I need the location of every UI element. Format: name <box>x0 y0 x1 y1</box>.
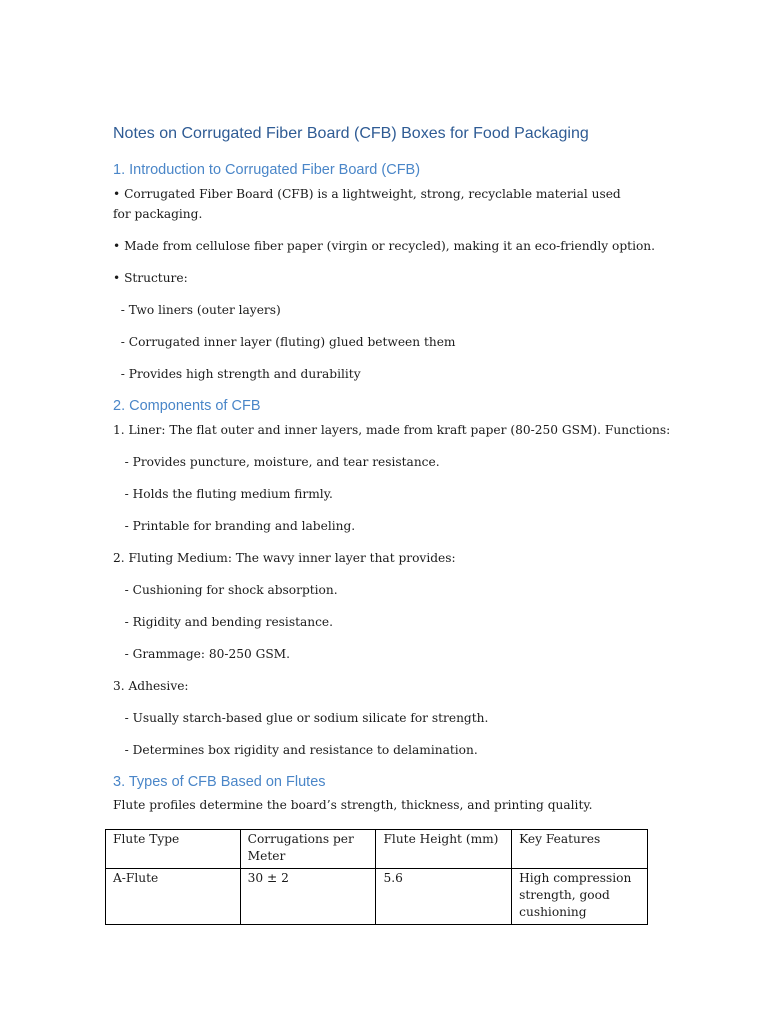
intro-bullet-material: • Made from cellulose fiber paper (virgin or recycled), making it an eco-friendly option. <box>113 239 656 253</box>
component-fluting-medium: 2. Fluting Medium: The wavy inner layer that provides: <box>113 551 456 565</box>
table-cell: 30 ± 2 <box>240 869 376 925</box>
structure-item-strength: - Provides high strength and durability <box>113 367 361 381</box>
intro-bullet-definition: • Corrugated Fiber Board (CFB) is a lightweight, strong, recyclable material used for packaging. <box>113 187 621 221</box>
table-header-cell: Key Features <box>512 830 648 869</box>
table-header-cell: Flute Height (mm) <box>376 830 512 869</box>
component-adhesive: 3. Adhesive: <box>113 679 189 693</box>
table-cell: 5.6 <box>376 869 512 925</box>
fluting-grammage: - Grammage: 80-250 GSM. <box>113 647 291 661</box>
adhesive-glue-type: - Usually starch-based glue or sodium silicate for strength. <box>113 711 489 725</box>
table-header-cell: Flute Type <box>106 830 241 869</box>
adhesive-rigidity: - Determines box rigidity and resistance to delamination. <box>113 743 478 757</box>
structure-item-liners: - Two liners (outer layers) <box>113 303 281 317</box>
table-header-cell: Corrugations per Meter <box>240 830 376 869</box>
liner-function-printable: - Printable for branding and labeling. <box>113 519 356 533</box>
structure-item-fluting: - Corrugated inner layer (fluting) glued between them <box>113 335 456 349</box>
section-heading-components: 2. Components of CFB <box>113 398 261 414</box>
table-row <box>106 869 648 925</box>
section-heading-introduction: 1. Introduction to Corrugated Fiber Board (CFB) <box>113 162 421 178</box>
intro-bullet-structure: • Structure: <box>113 271 188 285</box>
liner-function-holds: - Holds the fluting medium firmly. <box>113 487 333 501</box>
fluting-rigidity: - Rigidity and bending resistance. <box>113 615 333 629</box>
liner-function-resistance: - Provides puncture, moisture, and tear resistance. <box>113 455 440 469</box>
table-cell: High compression strength, good cushioning <box>512 869 648 925</box>
component-liner: 1. Liner: The flat outer and inner layers, made from kraft paper (80-250 GSM). Functions: <box>113 423 671 437</box>
fluting-cushioning: - Cushioning for shock absorption. <box>113 583 338 597</box>
table-header-row <box>106 830 648 869</box>
flute-types-table <box>105 829 648 925</box>
document-title: Notes on Corrugated Fiber Board (CFB) Boxes for Food Packaging <box>113 125 589 142</box>
table-cell: A-Flute <box>106 869 241 925</box>
flute-intro-text: Flute profiles determine the board’s strength, thickness, and printing quality. <box>113 798 593 812</box>
section-heading-flute-types: 3. Types of CFB Based on Flutes <box>113 774 326 790</box>
